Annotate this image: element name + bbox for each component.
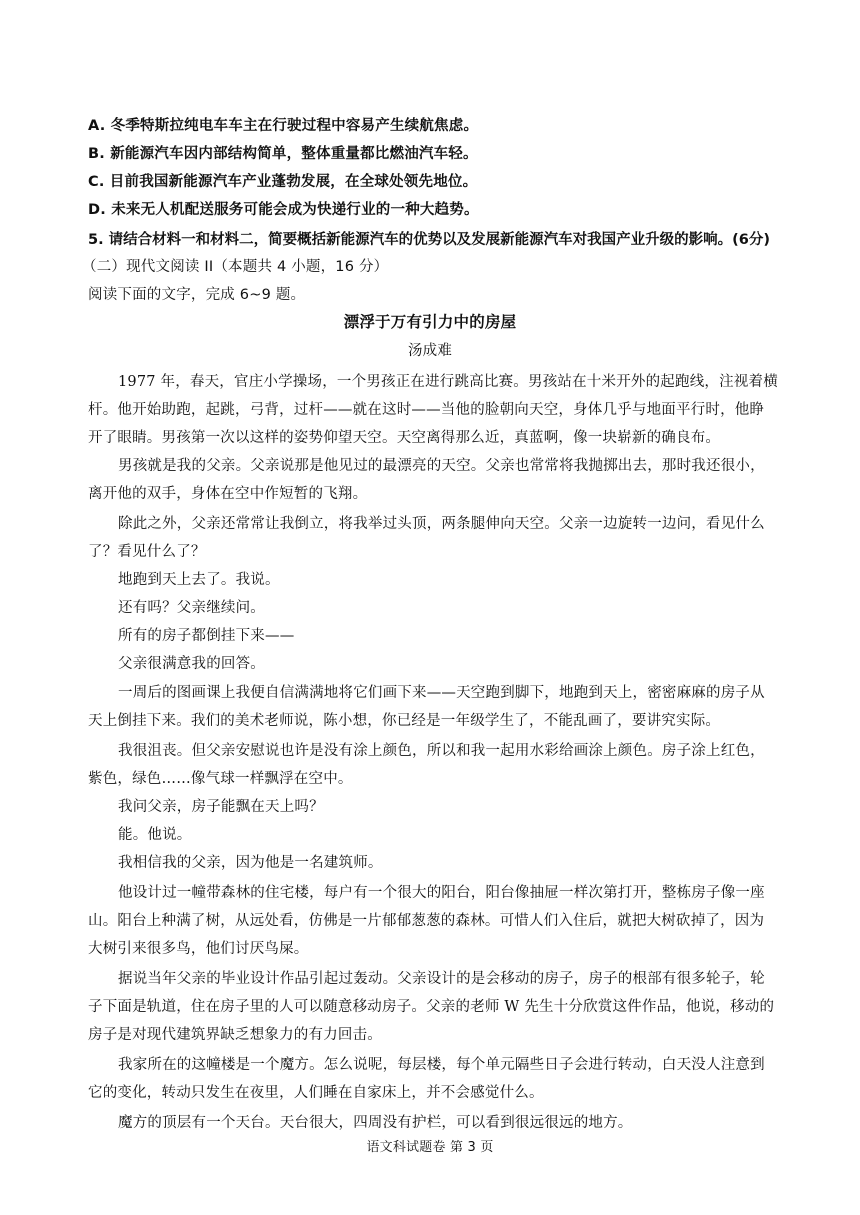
- article-line: 杆。他开始助跑，起跳，弓背，过杆——就在这时——当他的脸朝向天空，身体几乎与地面平行时，他睁: [88, 402, 765, 418]
- article-line: 魔方的顶层有一个天台。天台很大，四周没有护栏，可以看到很远很远的地方。: [118, 1115, 633, 1131]
- section-heading: （二）现代文阅读 II（本题共 4 小题，16 分）: [82, 259, 389, 275]
- option-b: B. 新能源汽车因内部结构简单，整体重量都比燃油汽车轻。: [88, 146, 478, 162]
- article-author: 汤成难: [407, 343, 453, 359]
- article-line: 山。阳台上种满了树，从远处看，仿佛是一片郁郁葱葱的森林。可惜人们入住后，就把大树砍掉了，因为: [88, 913, 765, 929]
- article-line: 他设计过一幢带森林的住宅楼，每户有一个很大的阳台，阳台像抽屉一样次第打开，整栋房子像一座: [118, 885, 765, 901]
- article-line: 我相信我的父亲，因为他是一名建筑师。: [118, 855, 383, 871]
- article-line: 一周后的图画课上我便自信满满地将它们画下来——天空跑到脚下，地跑到天上，密密麻麻的房子从: [118, 685, 765, 701]
- page-footer: 语文科试题卷 第 3 页: [366, 1140, 494, 1155]
- article-line: 紫色，绿色……像气球一样飘浮在空中。: [88, 771, 353, 787]
- article-line: 我问父亲，房子能飘在天上吗？: [118, 799, 324, 815]
- article-line: 子下面是轨道，住在房子里的人可以随意移动房子。父亲的老师 W 先生十分欣赏这件作品，他说，移动的: [88, 999, 775, 1015]
- article-line: 1977 年，春天，官庄小学操场，一个男孩正在进行跳高比赛。男孩站在十米开外的起跑线，注视着横: [118, 374, 778, 390]
- section-instruction: 阅读下面的文字，完成 6~9 题。: [88, 287, 306, 303]
- article-line: 它的变化，转动只发生在夜里，人们睡在自家床上，并不会感觉什么。: [88, 1085, 544, 1101]
- article-line: 离开他的双手，身体在空中作短暂的飞翔。: [88, 486, 368, 502]
- question-5: 5. 请结合材料一和材料二，简要概括新能源汽车的优势以及发展新能源汽车对我国产业升级的影响。(6分): [88, 232, 770, 248]
- article-line: 房子是对现代建筑界缺乏想象力的有力回击。: [88, 1027, 382, 1043]
- article-line: 据说当年父亲的毕业设计作品引起过轰动。父亲设计的是会移动的房子，房子的根部有很多轮子，轮: [118, 971, 765, 987]
- article-line: 我家所在的这幢楼是一个魔方。怎么说呢，每层楼，每个单元隔些日子会进行转动，白天没人注意到: [118, 1057, 765, 1073]
- article-line: 天上倒挂下来。我们的美术老师说，陈小想，你已经是一年级学生了，不能乱画了，要讲究实际。: [88, 713, 721, 729]
- article-line: 还有吗？父亲继续问。: [118, 600, 265, 616]
- article-line: 能。他说。: [118, 827, 192, 843]
- article-line: 地跑到天上去了。我说。: [118, 572, 280, 588]
- article-line: 开了眼睛。男孩第一次以这样的姿势仰望天空。天空离得那么近，真蓝啊，像一块崭新的确良布。: [88, 430, 721, 446]
- article-line: 除此之外，父亲还常常让我倒立，将我举过头顶，两条腿伸向天空。父亲一边旋转一边问，看见什么: [118, 516, 765, 532]
- option-d: D. 未来无人机配送服务可能会成为快递行业的一种大趋势。: [88, 202, 479, 218]
- option-c: C. 目前我国新能源汽车产业蓬勃发展，在全球处领先地位。: [88, 174, 478, 190]
- article-line: 父亲很满意我的回答。: [118, 656, 265, 672]
- article-title: 漂浮于万有引力中的房屋: [343, 312, 517, 331]
- article-line: 了？看见什么了？: [88, 544, 206, 560]
- article-line: 男孩就是我的父亲。父亲说那是他见过的最漂亮的天空。父亲也常常将我抛掷出去，那时我还很小，: [118, 458, 765, 474]
- article-line: 所有的房子都倒挂下来——: [118, 628, 295, 644]
- option-a: A. 冬季特斯拉纯电车车主在行驶过程中容易产生续航焦虑。: [88, 118, 479, 134]
- article-line: 大树引来很多鸟，他们讨厌鸟屎。: [88, 941, 309, 957]
- article-line: 我很沮丧。但父亲安慰说也许是没有涂上颜色，所以和我一起用水彩给画涂上颜色。房子涂上红色，: [118, 743, 765, 759]
